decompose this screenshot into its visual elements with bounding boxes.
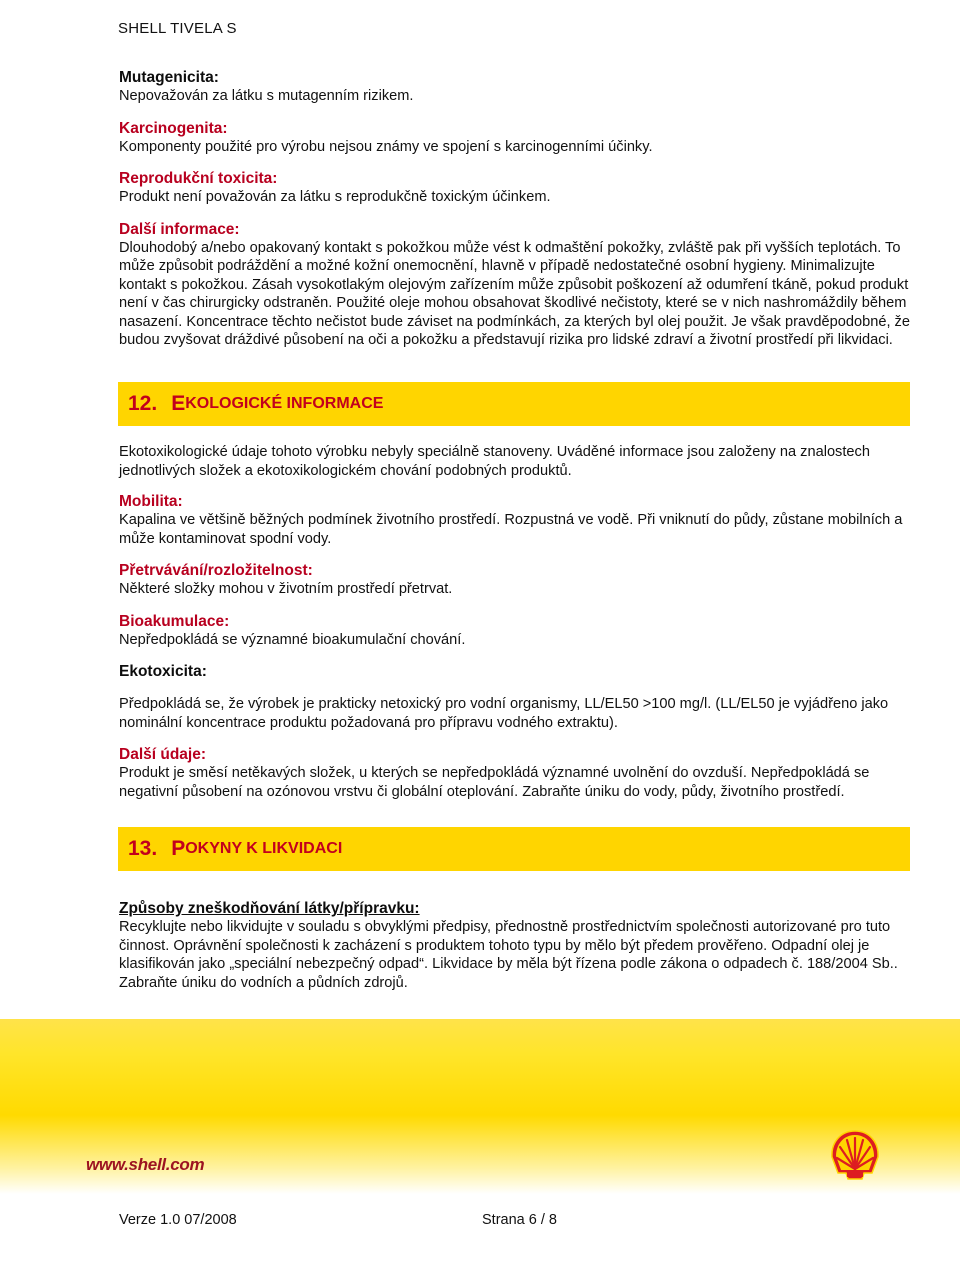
reproductive-toxicity-text: Produkt není považován za látku s reprodukčně toxickým účinkem. xyxy=(119,189,551,205)
persistence-block xyxy=(119,561,914,599)
ecotox-intro-text: Ekotoxikologické údaje tohoto výrobku nebyly speciálně stanoveny. Uváděné informace jsou založeny na znalostech jednotlivých složek a ekotoxikologickém chování podobných produktů. xyxy=(119,444,870,479)
additional-data-text: Produkt je směsí netěkavých složek, u kterých se nepředpokládá významné uvolnění do ovzduší. Nepředpokládá se negativní působení na ozónovou vrstvu či globální oteplování. Zabraňte úniku do vody, půdy, životního prostředí. xyxy=(119,765,870,800)
version-info: Verze 1.0 07/2008 xyxy=(119,1212,237,1228)
carcinogenicity-label: Karcinogenita: xyxy=(119,119,228,137)
mobility-text: Kapalina ve většině běžných podmínek životního prostředí. Rozpustná ve vodě. Při vniknutí do půdy, zůstane mobilních a může kontaminovat spodní vody. xyxy=(119,512,903,547)
persistence-label: Přetrvávání/rozložitelnost: xyxy=(119,562,313,579)
section-13-title-initial: P xyxy=(171,837,186,860)
website-logo[interactable]: www.shell.com xyxy=(86,1155,205,1174)
section-12-title-rest: KOLOGICKÉ INFORMACE xyxy=(185,395,384,412)
mutagenicity-label: Mutagenicita: xyxy=(119,69,219,86)
bioaccumulation-label: Bioakumulace: xyxy=(119,612,230,630)
section-13-title-rest: OKYNY K LIKVIDACI xyxy=(185,840,343,857)
mobility-block xyxy=(119,492,914,548)
page-number: Strana 6 / 8 xyxy=(482,1212,557,1228)
ecotoxicity-text: Předpokládá se, že výrobek je prakticky netoxický pro vodní organismy, LL/EL50 >100 mg/l. (LL/EL50 je vyjádřeno jako nominální koncentrace produktu požadovaná pro přípravu vodného extraktu). xyxy=(119,696,889,731)
disposal-section xyxy=(119,899,914,1005)
section-12-number: 12. xyxy=(128,392,158,415)
shell-pecten-icon xyxy=(828,1129,882,1181)
section-13-header xyxy=(118,827,910,871)
reproductive-toxicity-block xyxy=(119,169,914,207)
mutagenicity-text: Nepovažován za látku s mutagenním rizikem. xyxy=(119,88,414,104)
bioaccumulation-text: Nepředpokládá se významné bioakumulační chování. xyxy=(119,631,466,648)
reproductive-toxicity-label: Reprodukční toxicita: xyxy=(119,170,278,187)
section-12-header xyxy=(118,382,910,426)
ecological-section xyxy=(119,443,914,814)
section-12-title-initial: E xyxy=(171,392,186,415)
further-information-block xyxy=(119,220,914,350)
further-information-label: Další informace: xyxy=(119,220,240,238)
disposal-methods-text: Recyklujte nebo likvidujte v souladu s obvyklými předpisy, přednostně prostřednictvím společnosti autorizované pro tuto činnost. Oprávnění společnosti k zacházení s produktem tohoto typu by mělo být předem prověřeno. Odpadní olej je klasifikován jako „speciální nebezpečný odpad“. Likvidace by měla být řízena podle zákona o odpadech č. 188/2004 Sb.. Zabraňte úniku do vodních a půdních zdrojů. xyxy=(119,919,898,991)
additional-data-label: Další údaje: xyxy=(119,746,206,763)
bioaccumulation-block xyxy=(119,612,914,650)
ecotoxicity-text-block xyxy=(119,695,914,732)
document-title: SHELL TIVELA S xyxy=(118,20,237,37)
toxicology-section xyxy=(119,68,914,363)
mobility-label: Mobilita: xyxy=(119,493,183,510)
carcinogenicity-text: Komponenty použité pro výrobu nejsou známy ve spojení s karcinogenními účinky. xyxy=(119,138,653,155)
additional-data-block xyxy=(119,745,914,801)
ecotoxicity-block xyxy=(119,662,914,681)
carcinogenicity-block xyxy=(119,119,914,157)
mutagenicity-block xyxy=(119,68,914,106)
persistence-text: Některé složky mohou v životním prostředí přetrvat. xyxy=(119,581,453,597)
further-information-text: Dlouhodobý a/nebo opakovaný kontakt s pokožkou může vést k odmaštění pokožky, zvláště pak při vyšších teplotách. To může způsobit podráždění a možné kožní onemocnění, hlavně v případě nedostatečné osobní hygieny. Minimalizujte kontakt s pokožkou. Zásah vysokotlakým olejovým zařízením může způsobit poškození až odumření tkáně, pokud produkt není v čas chirurgicky odstraněn. Použité oleje mohou obsahovat škodlivé nečistoty, které se v nich nashromáždily během nasazení. Koncentrace těchto nečistot bude záviset na podmínkách, za kterých byl olej použit. Je však pravděpodobné, že budou zvyšovat dráždivé působení na oči a pokožku a představují rizika pro lidské zdraví a životní prostředí při likvidaci. xyxy=(119,239,910,348)
ecotox-intro-block xyxy=(119,443,914,480)
disposal-methods-label: Způsoby zneškodňování látky/přípravku: xyxy=(119,900,420,917)
disposal-methods-block xyxy=(119,899,914,992)
section-13-number: 13. xyxy=(128,837,158,860)
ecotoxicity-label: Ekotoxicita: xyxy=(119,663,207,680)
